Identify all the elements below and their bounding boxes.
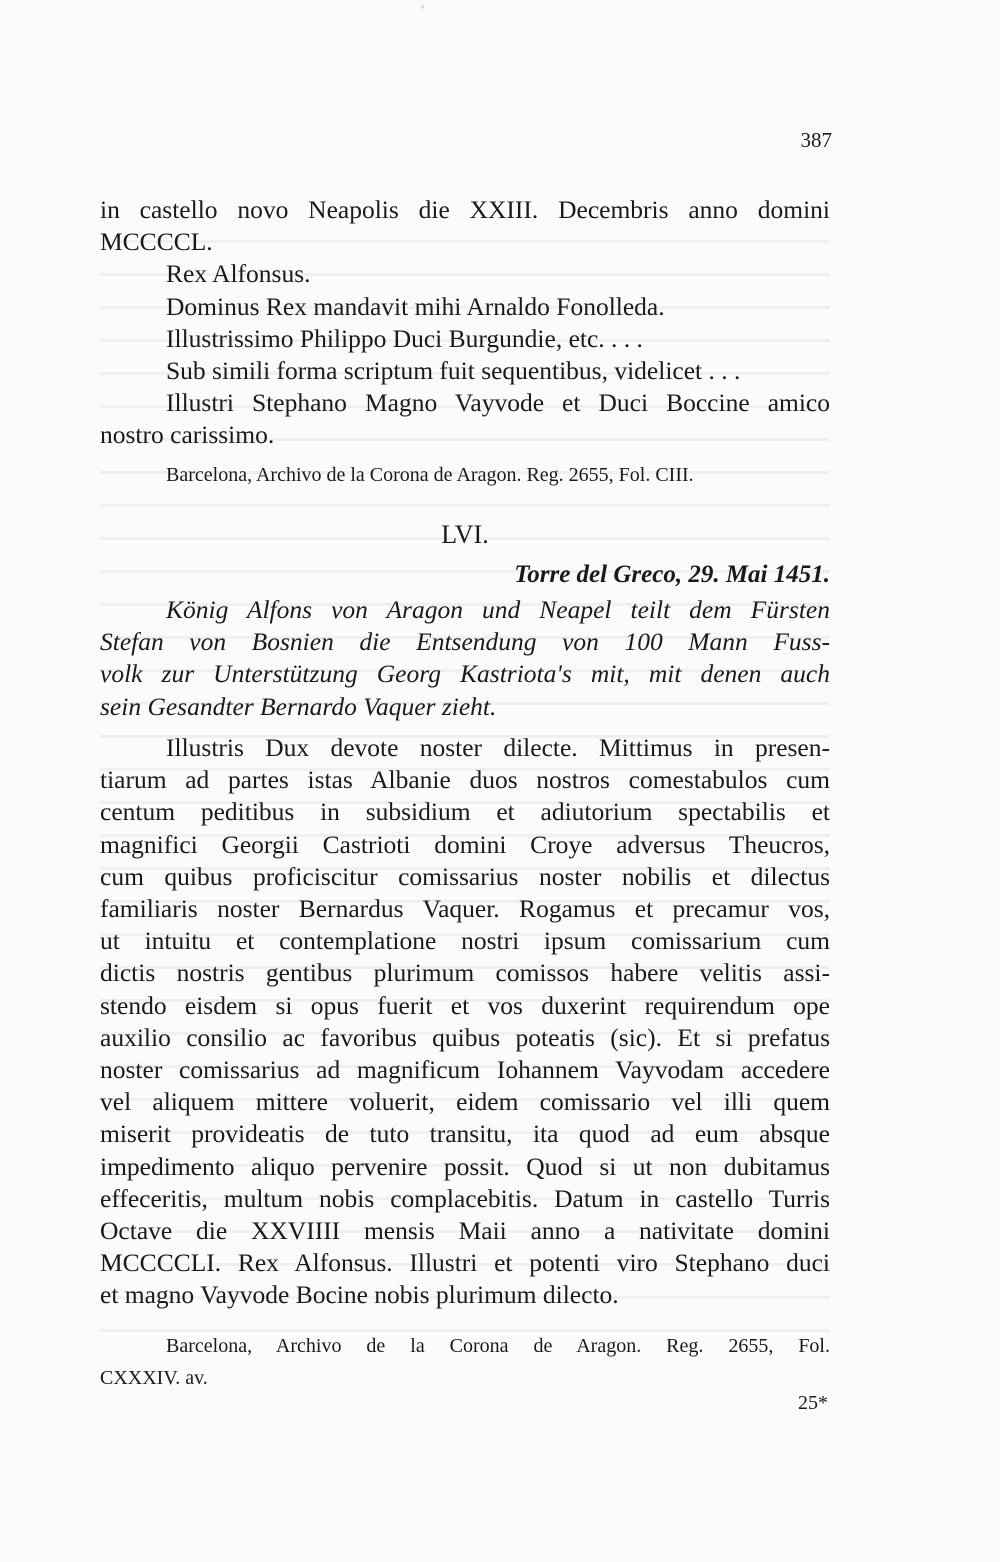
text-line: Illustris Dux devote noster dilecte. Mittimus in presen- — [166, 733, 830, 762]
text-line: Dominus Rex mandavit mihi Arnaldo Fonolleda. — [166, 291, 665, 321]
text-line: magnifici Georgii Castrioti domini Croye adversus Theucros, — [100, 829, 830, 859]
text-line: noster comissarius ad magnificum Iohannem Vayvodam accedere — [100, 1055, 830, 1085]
text-line: sein Gesandter Bernardo Vaquer zieht. — [100, 691, 497, 721]
text-line: et magno Vayvode Bocine nobis plurimum dilecto. — [100, 1280, 619, 1310]
text-line: impedimento aliquo pervenire possit. Quod si ut non dubitamus — [100, 1151, 830, 1181]
ink-spot-icon: ◦ — [420, 0, 425, 15]
text-line: MCCCCL. — [100, 227, 213, 257]
dateline: Torre del Greco, 29. Mai 1451. — [514, 561, 830, 588]
text-line: Illustrissimo Philippo Duci Burgundie, etc. . . . — [166, 323, 643, 353]
text-line: Rex Alfonsus. — [166, 259, 311, 289]
text-line: MCCCCLI. Rex Alfonsus. Illustri et potenti viro Stephano duci — [100, 1248, 830, 1278]
text-line: Illustri Stephano Magno Vayvode et Duci Boccine amico — [166, 388, 830, 418]
german-summary — [100, 594, 830, 723]
source-citation-2 — [100, 1330, 830, 1394]
text-line: nostro carissimo. — [100, 420, 275, 450]
text-line: Octave die XXVIIII mensis Maii anno a nativitate domini — [100, 1216, 830, 1246]
text-line: ut intuitu et contemplatione nostri ipsum comissarium cum — [100, 926, 830, 956]
text-line: effeceritis, multum nobis complacebitis. Datum in castello Turris — [100, 1183, 830, 1213]
document-number-heading: LVI. — [441, 520, 489, 549]
latin-letter-body — [100, 732, 830, 1312]
text-line: in castello novo Neapolis die XXIII. Decembris anno domini — [100, 195, 830, 224]
page-number: 387 — [800, 128, 832, 152]
text-line: Barcelona, Archivo de la Corona de Aragon. Reg. 2655, Fol. — [166, 1335, 830, 1357]
text-line: vel aliquem mittere voluerit, eidem comissario vel illi quem — [100, 1087, 830, 1117]
text-line: volk zur Unterstützung Georg Kastriota's mit, mit denen auch — [100, 659, 830, 689]
text-line: centum peditibus in subsidium et adiutorium spectabilis et — [100, 797, 830, 827]
text-line: auxilio consilio ac favoribus quibus poteatis (sic). Et si prefatus — [100, 1022, 830, 1052]
text-line: tiarum ad partes istas Albanie duos nostros comestabulos cum — [100, 765, 830, 795]
text-line: miserit provideatis de tuto transitu, ita quod ad eum absque — [100, 1119, 830, 1149]
text-line: familiaris noster Bernardus Vaquer. Rogamus et precamur vos, — [100, 894, 830, 924]
text-line: Stefan von Bosnien die Entsendung von 100 Mann Fuss- — [100, 627, 830, 657]
text-line: cum quibus proficiscitur comissarius noster nobilis et dilectus — [100, 861, 830, 891]
text-line: stendo eisdem si opus fuerit et vos duxerint requirendum ope — [100, 990, 830, 1020]
text-line: CXXXIV. av. — [100, 1367, 208, 1389]
source-citation: Barcelona, Archivo de la Corona de Aragon. Reg. 2655, Fol. CIII. — [166, 464, 694, 486]
text-line: dictis nostris gentibus plurimum comissos habere velitis assi- — [100, 958, 830, 988]
text-line: Sub simili forma scriptum fuit sequentibus, videlicet . . . — [166, 356, 741, 386]
text-line: König Alfons von Aragon und Neapel teilt dem Fürsten — [166, 595, 830, 624]
signature-mark: 25* — [798, 1392, 828, 1414]
previous-document-ending — [100, 194, 830, 452]
